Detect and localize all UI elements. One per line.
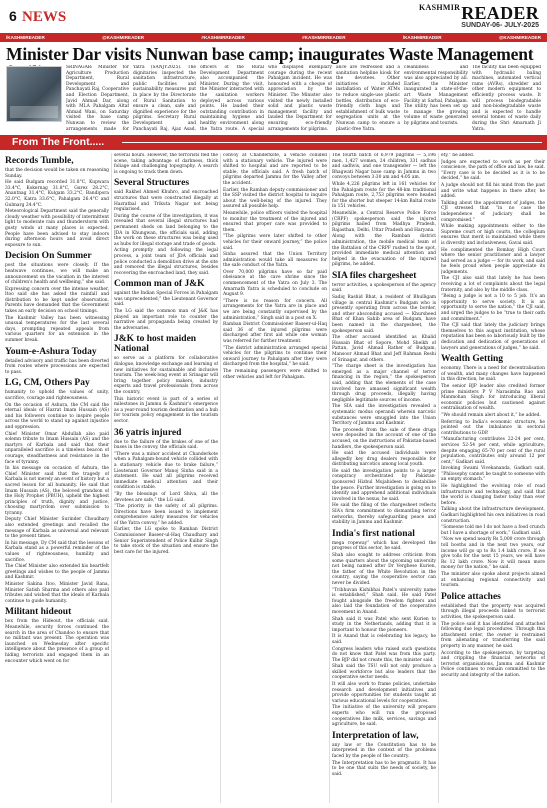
story-paragraph: Judges are expected to work as per their conscience, the path of office and law, he said. “Every case is to be decided as it is to be decided,” he said. (441, 159, 545, 182)
story-paragraph: The minister also spoke about projects aimed at enhancing regional connectivity and tourism. (441, 571, 545, 589)
story-paragraph: terror activities, a spokesperson of the agency said. (332, 282, 436, 294)
story-headline: Youm-e-Ashura Today (5, 346, 97, 357)
story-paragraph: While 4,226 pilgrims left in 161 vehicles for the Pahalgam route for the 48-km traditional Pahalgam route, 2,753 pilgrims were headed for the shorter but steeper 14-km Baltal route in 151 vehicles. (332, 181, 436, 210)
story-paragraph: humanity to uphold the values of unity, sacrifice, courage and righteousness. (5, 390, 109, 401)
story-paragraph: “Tribhuvan Kishibhai Patel’s university name is established,” Shah said. He said Patel fought alongside the freedom fighters and also laid the foundation of the cooperative movement in Anand. (332, 587, 436, 615)
story-paragraph: convoy at Chanderkote, a vehicle collided with a stationary vehicle. The injured were shifted to hospital and are reported to be stable, the officials said. A fresh batch of pilgrims departed Jammu for the Valley after the accident. (223, 153, 327, 186)
lead-column: ance are redressed and a sanitation helpline kiosk for the devotees. Other initiatives included installation of Water ATMs to reduce single-use plastic bottles, distribution of eco-friendly cloth bags and establishment of bulk waste segregation units at the Nunwan camp to ensure a plastic-free Yatra. (336, 65, 400, 132)
story-paragraph: He complimented the Bombay High Court where the senior practitioner and a lawyer had served as a judge — for its work, and said he feels proud when people appreciate its judgements. (441, 247, 545, 275)
social-facebook[interactable]: /KASHMIREADER (6, 35, 45, 40)
column-rule (220, 153, 221, 803)
story-paragraph: The Interpretation has to be pragmatic. It has to be one that suits the needs of society, he said. (332, 760, 436, 777)
story-paragraph: Over 70,000 pilgrims have so far paid obeisance at the cave shrine since the commencement of the Yatra on July 3. The Amarnath Yatra is scheduled to conclude on August 9. (223, 269, 327, 298)
story-paragraph: Referring to India’s economic structure, he pointed out the imbalance in sectoral contributions to GDP. (441, 419, 545, 436)
story-paragraph: Meanwhile, police officers visited the hospital to monitor the treatment of the injured and ensured that proper care was provided to them. (223, 210, 327, 233)
story-paragraph: The senior BJP leader also credited former prime ministers P V Narasimha Rao and Manmohan Singh for introducing liberal economic policies but cautioned against centralisation of wealth. (441, 383, 545, 412)
news-column (223, 153, 327, 803)
news-column (114, 153, 218, 803)
issue-date: SUNDAY-06- JULY-2025 (461, 22, 539, 29)
newspaper-logo: $^{KASHMIR}$READER (418, 3, 539, 23)
story-headline: Police attaches (441, 591, 501, 602)
story-paragraph: “There was a minor accident at Chanderkote when a Pahalgam-bound vehicle collided with a stationary vehicle due to brake failure,” Lieutenant Governor Manoj Sinha said in a statement. He said all pilgrims received immediate medical attention and their condition is stable. (114, 451, 218, 491)
story-headline: 36 yatris injured (114, 427, 182, 438)
story-paragraph: It will also work to frame policies, undertake research and development initiatives and provide opportunities for students taught at various educational levels for cooperatives. (332, 682, 436, 704)
story-headline: SIA files chargesheet (332, 270, 417, 281)
story-paragraph: The other accused identified as Khalid Hussain Bhat of Sopore, Mohd Sheikh of Pattan, Javid Ahmad Rather of Budgam, Mansoor Ahmad Bhat and Jeff Rahman Reshi of Srinagar, and others. (332, 335, 436, 363)
lead-column: SRINAGAR: Minister for Agriculture Production Department, Rural Development and Panchayati Raj, Cooperative and Election Department, Javid Ahmad Dar, along with MLA Pahalgam Altaf Ahmad Wani, on Saturday visited the base camp Nunwan to review the arrangements made for (66, 65, 129, 132)
social-twitter[interactable]: @KASHMIREADER (498, 35, 541, 40)
story-headline: Decision On Summer (5, 251, 92, 262)
story-paragraph: against the Indian Special Forces in Pahalgam was unprecedented,” the Lieutenant Governor said. (114, 291, 218, 308)
story-paragraph: several hours. However, the terrorists fled the scene, taking advantage of darkness, thick foliage and challenging topography. A search is ongoing to track them down. (114, 153, 218, 175)
news-column (5, 153, 109, 803)
news-column (441, 153, 545, 803)
story-paragraph: ety,” he added. (441, 153, 475, 158)
page-header (0, 0, 547, 32)
story-paragraph: Shah said the TSU will not only produce a skilled workforce but also leaders that the cooperative sector needs. (332, 664, 436, 681)
story-paragraph: While making appointments either to the Supreme court or high courts, the collegium ensures that merit is maintained while there is diversity and inclusiveness, Gavai said. (441, 224, 545, 246)
story-headline: India's first national (332, 528, 415, 539)
column-rule (329, 153, 330, 803)
story-paragraph: Sadiq Rashid Bhat, a resident of Bhulligam village in central Kashmir’s Budgam who is presently operating from across the border, and other absconding accused — Khursheed Bhat of Khan Sahib area of Budgam, have been named in the chargesheet, the spokesperson said. (332, 295, 436, 334)
story-paragraph: Congress leaders who raised such questions do not know that Patel was from this party. The BJP did not create this, the minister said. (332, 646, 436, 663)
social-hashtag[interactable]: #KASHMIRREADER (201, 35, 245, 40)
story-paragraph: “There is no reason for concern. All arrangements for the Yatra are in place and we are being constantly supervised by the administration,” Singh said in a post on X. (223, 298, 327, 321)
story-paragraph: It is Anand that is celebrating his legacy, he said. (332, 634, 436, 645)
story-paragraph: The proceeds from the sale of these drugs were deposited in the account of one of the accused, on the instructions of Pakistan-based handlers, the spokesperson said. (332, 427, 436, 450)
story-paragraph: Meanwhile, a Central Reserve Police Force (CRPF) spokesperson said the injured pilgrims hailed from Madhya Pradesh, Rajasthan, Delhi, Uttar Pradesh and Haryana. (332, 210, 436, 233)
story-paragraph: On the occasion of Ashura, the CM said the eternal ideals of Hazrat Imam Hussain (AS) and his followers continue to inspire people across the world to stand up against injustice and oppression. (5, 402, 109, 430)
story-paragraph: The Kashmir Valley has been witnessing unusual temperatures for the last several days, prompting repeated appeals from various quarters for an extension in the summer break. (5, 315, 109, 344)
column-rule (111, 153, 112, 803)
story-paragraph: Invoking Swami Vivekananda, Gadkari said, “Philosophy cannot be taught to someone with an empty stomach.” (441, 466, 545, 483)
story-paragraph: Ramban District Commissioner Baseer-ul-Haq said 36 of the injured pilgrims were discharged after first aid while one woman was referred for further treatment. (223, 322, 327, 344)
story-paragraph: He said the accused individuals were allegedly key drug dealers responsible for distributing narcotics among local youth. (332, 451, 436, 468)
story-paragraph: He highlighted the evolving role of road infrastructure and technology, and said that the world is changing faster today than ever before. (441, 484, 545, 506)
story-paragraph: “Someone told me I do not have a food crunch but I have a shortage of work,” Gadkari said. (441, 525, 545, 536)
story-paragraph: established that the property was acquired through illegal proceeds linked to terrorist activities, the spokesperson said. (441, 603, 545, 620)
section-title: NEWS (22, 9, 67, 25)
story-paragraph: The SIA said the investigation revealed a systematic modus operandi wherein narcotic substances were smuggled into the Union Territory of Jammu and Kashmir. (332, 404, 436, 427)
story-paragraph: “The district administration arranged special vehicles for the pilgrims to continue their onward journey to Pahalgam after they were discharged from the hospital,” he said. (223, 345, 327, 368)
social-twitter[interactable]: @KASHMIREADER (102, 35, 145, 40)
story-headline: Interpretation of law, (332, 730, 419, 741)
band-divider (122, 142, 542, 143)
story-paragraph: Sinha assured that the Union Territory administration would take all measures for the safe conduct of the Yatra. (223, 252, 327, 269)
story-paragraph: mega ropeway” which has developed the progress of this sector, he said. (332, 540, 436, 552)
story-paragraph: Expressing concern over the intense weather, Itoo said she has asked the rainfall and distribution to be kept under observation. Parents have demanded that the Government takes an early decision on school timings. (5, 286, 109, 315)
masthead (419, 3, 539, 29)
story-paragraph: The initiative of the university will prepare experts who will run the proposed cooperatives like milk, services, savings and agriculture, he said. (332, 705, 436, 728)
story-paragraph: The fourth batch of 6,979 pilgrims — 5,196 men, 1,427 women, 24 children, 331 sadhus and sadhvis, and one transgender — left the Bhagwati Nagar base camp in Jammu in two convoys between 3:30 am and 4:05 am. (332, 153, 436, 181)
story-paragraph: The LG said the common man of J&K has played an important role to counter the narrative and propaganda being created by the adversaries. (114, 309, 218, 331)
story-paragraph: He said Budgam recorded 31.8°C, Kupwara 33.4°C, Kokernag 31.8°C, Gurez 28.2°C, Anantnag 31.4°C, Kulgam 33.2°C, Bandipora 32.0°C, Katra 33.6°C, Pahalgam 26.4°C and Gulmarg 24.4°C. (5, 180, 109, 208)
story-paragraph: so serve as a platform for collaborative dialogue, knowledge exchange and learning of new initiatives for sustainable and inclusive tourism. The week-long event at Srinagar will bring together policy makers, industry experts and travel professionals from across the country. (114, 356, 218, 395)
story-paragraph: “Now we spend nearly Rs 5,000 crore through toll booths and in the next two years, our income will go up to Rs 1.4 lakh crore. If we give tolls for the next 15 years, we will have Rs 12 lakh crore. Now it will mean more money for the nation,” he said. (441, 537, 545, 571)
story-paragraph: economy. There is a need for decentralisation of wealth, and many changes have happened in this direction, he said. (441, 366, 545, 383)
story-paragraph: any law or the Constitution has to be interpreted in the context of the problems faced by the people of the country. (332, 742, 436, 759)
story-paragraph: Chief Minister Omar Abdullah also paid solemn tribute to Imam Hussain (AS) and the martyrs of Karbala and said that their unparalleled sacrifice is a timeless beacon of courage, steadfastness and resistance in the face of tyranny. (5, 431, 109, 465)
story-paragraph: The CJI also said that lately he has been receiving a lot of complaints about the legal fraternity, and also by the middle class. (441, 276, 545, 293)
from-the-front-band: From The Front..... (0, 135, 547, 150)
story-paragraph: In his message on occasion of Ashura, the Chief Minister said that the tragedy of Karbala is not merely an event of history but a sacred lesson for all humanity. He said that Imam Hussain (AS), the beloved grandson of the Holy Prophet (PBUH), upheld the highest principles of truth, dignity and justice, choosing martyrdom over submission to tyranny. (5, 466, 109, 516)
story-paragraph: “Manufacturing contributes 22-24 per cent, services 52-54 per cent, while agriculture, despite engaging 65-70 per cent of the rural population, contributes only around 12 per cent,” Gadkari said. (441, 437, 545, 465)
story-paragraph: “We should remain alert about it,” he added. (441, 412, 541, 418)
main-headline: Minister Dar visits Nunwan base camp; inaugurates Waste Management (6, 44, 534, 64)
story-headline: Wealth Getting (441, 354, 504, 365)
story-paragraph: He said the investigation points to a larger conspiracy orchestrated by Pakistan-sponsored Hizbul Mujahideen to destabilise the peace. Further investigation is going on to identify and apprehend additional individuals involved in the nexus, he said. (332, 468, 436, 502)
story-headline: J&K to host maiden National (114, 334, 197, 355)
story-headline: Records Tumble, (5, 156, 74, 166)
story-paragraph: Meteorological Department said the generally cloudy weather with possibility of intermittent light to moderate rain and thunderstorm with gusty winds at many places is expected. People have been advised to stay indoors during afternoon hours and avoid direct exposure to sun. (5, 209, 109, 248)
story-paragraph: “The pilgrims were later shifted to other vehicles for their onward journey,” the police said. (223, 234, 327, 251)
story-paragraph: This historic event is part of a series of milestones in Jammu & Kashmir’s emergence as a year-round tourism destination and a hub for tourism policy engagement in the tourism sector. (114, 396, 218, 424)
lead-column: who displayed exemplary courage during the recent Pahalgam incident. He was honoured with a cheque of appreciation by the Minister. The Minister also visited the newly installed solid and plastic waste management facility and lauded the Department for ensuring eco-friendly arrangements for pilgrims. (268, 65, 332, 132)
story-headline: Several Structures (114, 178, 190, 189)
column-rule (438, 153, 439, 803)
lead-column: officers of the Rural Development Department also accompanied the Minister. During the visit, the Minister interacted with the sanitation workers deployed across various points. He lauded their outstanding contribution in maintaining hygiene and healthy environment along the Yatra route. A special (200, 65, 264, 132)
story-paragraph: Shah also sought to address criticism from some quarters about the upcoming university not being named after Dr Verghese Kurien, the father of the White Revolution in the country, saying the cooperative sector can never be divided. (332, 553, 436, 586)
story-paragraph: Deputy Chief Minister Surinder Choudhary also extended greetings and recalled the message of Karbala as universal and relevant to the present times. (5, 517, 109, 540)
story-paragraph: During the course of the investigation, it was revealed that several illegal structures had permanent sheds on land belonging to the JDA in Khungwan, the officials said, adding the work on these structures was being used as hubs for illegal storage and trade of goods. (114, 213, 218, 247)
social-facebook[interactable]: /KASHMIREADER (402, 35, 442, 40)
story-paragraph: In his message, Dy CM said that the lessons of Karbala stand as a powerful reminder of the values of righteousness, humility and sacrifice. (5, 540, 109, 563)
story-headline: LG, CM, Others Pay (5, 378, 90, 389)
story-paragraph: Minister Sakina Itoo, Minister Javid Rana, Minister Satish Sharma and others also paid tributes and wished that the ideals of Karbala continue to guide humanity. (5, 582, 109, 604)
story-paragraph: detailed advisory and traffic has been diverted from routes where processions are expected to pass. (5, 358, 109, 375)
story-paragraph: The police said it has identified and attached following due legal procedures. Through this attachment order, the owner is restrained from alienating or transferring the said property in any manner, he said. (441, 621, 545, 649)
story-paragraph: Earlier, the Ramban deputy commissioner and the SSP visited the district hospital to inquire about the well-being of the injured. They assured all possible help. (223, 187, 327, 210)
story-paragraph: The CJI said that lately the judiciary brings themselves to this august institution, whose reputation has been so laboriously built by the dedication and dedication of generations of lawyers and generations of judges,” he said. (441, 323, 545, 351)
story-paragraph: He said the filing of the chargesheet reflects SIA’s firm commitment to dismantling terror networks, thereby safeguarding peace and stability in Jammu and Kashmir. (332, 503, 436, 526)
story-paragraph: Earlier, the LG spoke to Ramban District Commissioner Baseer-ul-Haq Chaudhary and Senior Superintendent of Police Kulbir Singh to take stock of the situation and ensure the best care for the injured. (114, 527, 218, 555)
lead-photo (6, 66, 62, 122)
story-paragraph: “The charge sheet is the investigation has emerged as a major channel of terror financing in the region,” the spokesperson said, adding that the elements of the case involved have amassed significant wealth through drug proceeds, illegally having negligible legitimate sources of income. (332, 364, 436, 403)
lead-column: The facility has been equipped with hydraulic baling machines, automated vertical rams (AVRs), shredder and other modern equipment to efficiently process waste. It will process biodegradable and non-biodegradable waste and is expected to handle several tonnes of waste daily during the Shri Amarnath Ji Yatra. (472, 65, 541, 132)
lead-column: Yatra (SANJY2025). The dignitaries inspected the sanitation infrastructure, public facilities and sustainability measures put in place by the Directorate of Rural Sanitation to ensure a clean, safe and dignified experience for the pilgrims. Secretary Rural Development and Panchayati Raj, Ajaz Asad, (133, 65, 196, 132)
story-paragraph: that the decision would be taken on reasoning Sunday. (5, 168, 109, 179)
story-paragraph: “By the blessings of Lord Shiva, all the devotees are safe,” the LG said. (114, 491, 218, 503)
story-paragraph: box from the Hideout, the officials said. Meanwhile, security forces continued the search in the area of Chandoo to ensure that no militant was present. The operation was launched on Wednesday after specific intelligence about the presence of a group of hiding terrorists and engaged them in an encounter which went on for (5, 619, 109, 664)
story-headline: Militant hideout (5, 607, 72, 618)
story-paragraph: A judge should not fill his mind from the past and write what happens in there after, he added. (441, 182, 545, 200)
story-paragraph: “The priority is the safety of all pilgrims. Directions have been issued to implement comprehensive safety measures for vehicles of the Yatra convoy,” he added. (114, 504, 218, 526)
story-paragraph: Talking about the appointment of judges, the CJI stressed that “in no case the independence of judiciary shall be compromised.” (441, 200, 545, 223)
story-paragraph: due to the failure of the brakes of one of the buses in the convoy, the officials said. (114, 439, 218, 451)
story-paragraph: Talking about the infrastructure development, Gadkari highlighted his own initiatives in road construction. (441, 507, 545, 524)
story-headline: Common man of J&K (114, 279, 205, 290)
social-hashtag[interactable]: #KASHMIRREADER (302, 35, 346, 40)
story-paragraph: Acting promptly and following the legal process, a joint team of JDA officials and police conducted a demolition drive at the site and removed the illegal structures, besides recovering the encroached land, they said. (114, 248, 218, 276)
news-column (332, 153, 436, 803)
lead-column: cleanliness and environmental responsibility was also appreciated by all. Earlier, the Minister inaugurated a state-of-the-art Waste Management Facility at Sarbal, Pahalgam. The utility has been set up to manage the growing volume of waste generated by pilgrims and tourists. (404, 65, 468, 126)
story-paragraph: Shah said it was Patel who sent Kurien to study in the Netherlands, adding that it is important to honour the pioneers. (332, 616, 436, 633)
story-paragraph: “Being a judge is not a 10 to 5 job. It’s an opportunity to serve society. It is an opportunity to serve the nation,” the CJI said, and urged the judges to be “true to their oath and commitment.” (441, 294, 545, 322)
story-paragraph: Along with the Ramban district administration, the mobile medical team of the Battalion of the CRPF rushed to the spot, provided immediate medical attention and helped in the evacuation of the injured pilgrims, he added. (332, 234, 436, 268)
story-paragraph: said Rakhel Ahmed Khuhro, and encroached structures that were constructed illegally at Hazratbal and Trikuta Nagar not being regularised. (114, 190, 218, 213)
story-paragraph: The Chief Minister also extended his heartfelt greetings and wishes to the people of Jammu and Kashmir. (5, 564, 109, 581)
social-strip (0, 33, 547, 42)
story-paragraph: The remaining passengers were shifted to other vehicles and left for Pahalgam. (223, 368, 327, 380)
story-paragraph: post the situations were closely. If the heatwave continues, we will make an announcement on the vacation in the interest of children's health and wellbeing,” she said. (5, 263, 109, 286)
story-paragraph: According to the spokesperson, by targeting and crippling the financial networks of terrorist organisations, Jammu and Kashmir Police continues to remain committed to the security and integrity of the nation. (441, 650, 545, 678)
page-number: 6 (9, 8, 17, 24)
